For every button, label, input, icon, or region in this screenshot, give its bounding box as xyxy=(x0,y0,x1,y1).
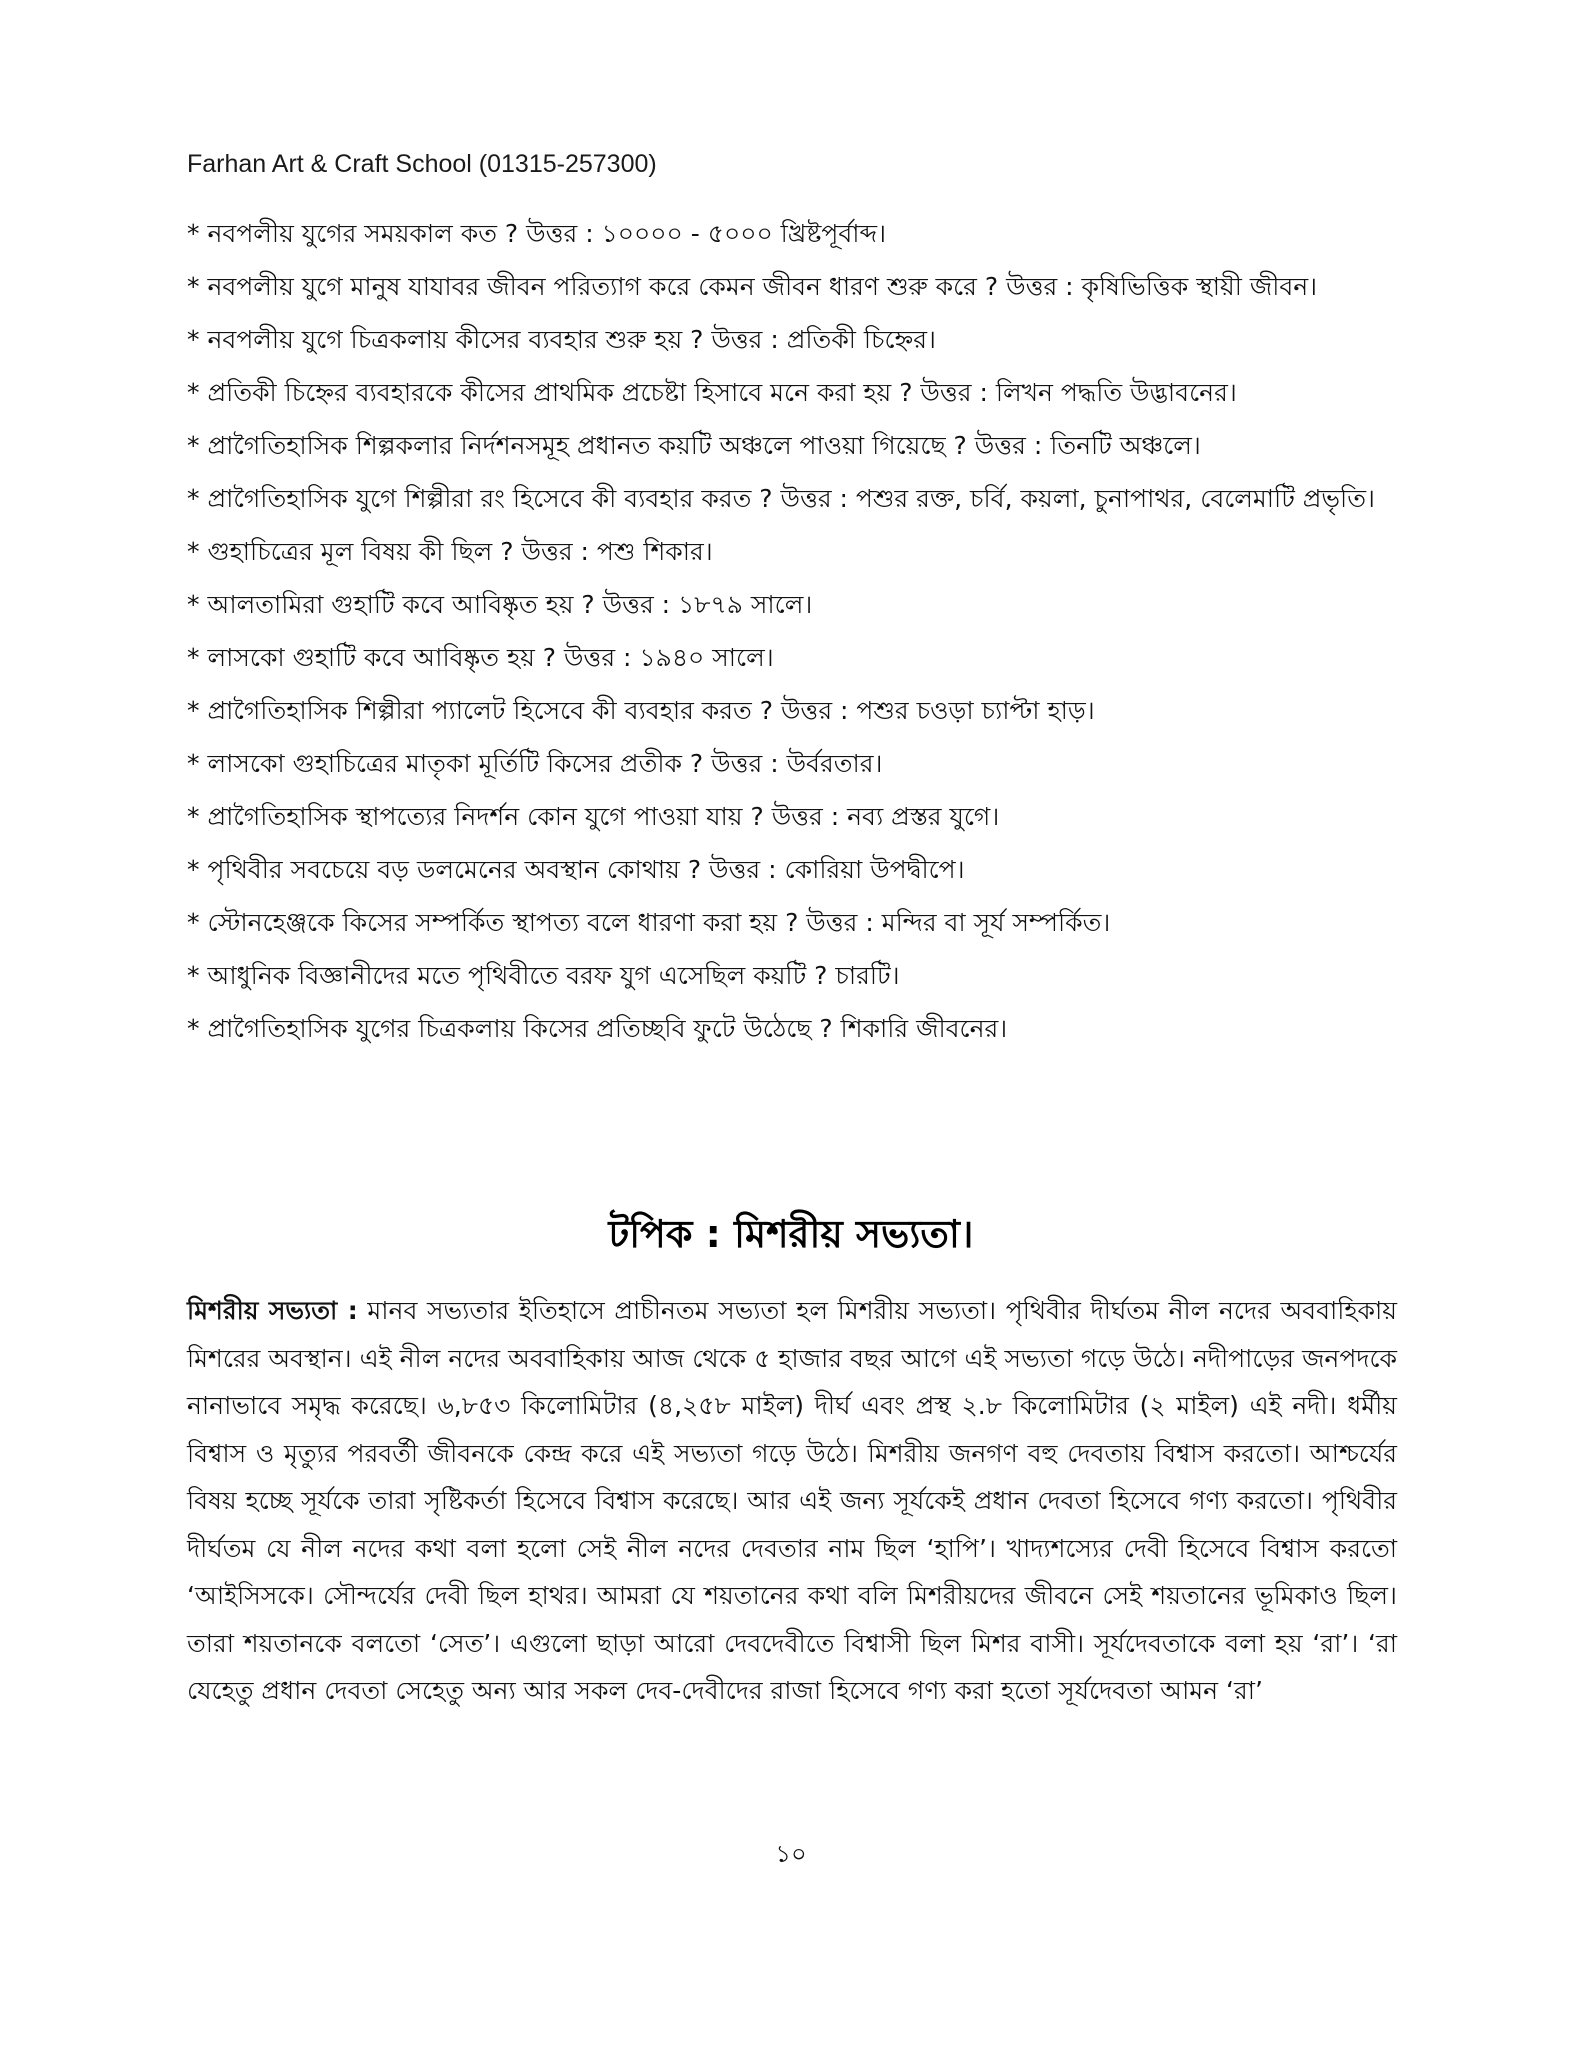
body-paragraph xyxy=(187,1287,1397,1715)
list-item xyxy=(187,260,1397,313)
qa-text: নবপলীয় যুগে চিত্রকলায় কীসের ব্যবহার শুরু হয় ? উত্তর : প্রতিকী চিহ্নের। xyxy=(207,325,936,354)
bullet-star: * xyxy=(187,537,200,566)
qa-text: নবপলীয় যুগের সময়কাল কত ? উত্তর : ১০০০০ - ৫০০০ খ্রিষ্টপূর্বাব্দ। xyxy=(207,219,887,248)
qa-text: পৃথিবীর সবচেয়ে বড় ডলমেনের অবস্থান কোথায় ? উত্তর : কোরিয়া উপদ্বীপে। xyxy=(207,855,965,884)
bullet-star: * xyxy=(187,1014,200,1043)
bullet-star: * xyxy=(187,484,200,513)
bullet-star: * xyxy=(187,431,200,460)
list-item xyxy=(187,949,1397,1002)
list-item xyxy=(187,737,1397,790)
bullet-star: * xyxy=(187,590,200,619)
qa-list xyxy=(187,207,1397,1055)
bullet-star: * xyxy=(187,219,200,248)
list-item xyxy=(187,313,1397,366)
list-item xyxy=(187,1002,1397,1055)
qa-text: প্রাগৈতিহাসিক স্থাপত্যের নিদর্শন কোন যুগে পাওয়া যায় ? উত্তর : নব্য প্রস্তর যুগে। xyxy=(207,802,1000,831)
bullet-star: * xyxy=(187,643,200,672)
list-item xyxy=(187,207,1397,260)
list-item xyxy=(187,472,1397,525)
list-item xyxy=(187,790,1397,843)
qa-text: লাসকো গুহাটি কবে আবিষ্কৃত হয় ? উত্তর : ১৯৪০ সালে। xyxy=(207,643,774,672)
qa-text: প্রাগৈতিহাসিক যুগে শিল্পীরা রং হিসেবে কী ব্যবহার করত ? উত্তর : পশুর রক্ত, চর্বি, কয়লা, চুনাপাথর, বেলেমাটি প্রভৃতি। xyxy=(207,484,1375,513)
qa-text: প্রাগৈতিহাসিক যুগের চিত্রকলায় কিসের প্রতিচ্ছবি ফুটে উঠেছে ? শিকারি জীবনের। xyxy=(207,1014,1008,1043)
qa-text: স্টোনহেঞ্জকে কিসের সম্পর্কিত স্থাপত্য বলে ধারণা করা হয় ? উত্তর : মন্দির বা সূর্য সম্পর্কিত। xyxy=(207,908,1111,937)
bullet-star: * xyxy=(187,855,200,884)
qa-text: প্রতিকী চিহ্নের ব্যবহারকে কীসের প্রাথমিক প্রচেষ্টা হিসাবে মনে করা হয় ? উত্তর : লিখন পদ্ধতি উদ্ভাবনের। xyxy=(207,378,1237,407)
bullet-star: * xyxy=(187,696,200,725)
topic-heading: টপিক : মিশরীয় সভ্যতা। xyxy=(608,1212,974,1256)
bullet-star: * xyxy=(187,961,200,990)
page-number: ১০ xyxy=(775,1840,807,1868)
list-item xyxy=(187,366,1397,419)
list-item xyxy=(187,631,1397,684)
list-item xyxy=(187,684,1397,737)
qa-text: প্রাগৈতিহাসিক শিল্পীরা প্যালেট হিসেবে কী ব্যবহার করত ? উত্তর : পশুর চওড়া চ্যাপ্টা হাড়। xyxy=(207,696,1095,725)
qa-text: লাসকো গুহাচিত্রের মাতৃকা মূর্তিটি কিসের প্রতীক ? উত্তর : উর্বরতার। xyxy=(207,749,883,778)
paragraph-body: মানব সভ্যতার ইতিহাসে প্রাচীনতম সভ্যতা হল মিশরীয় সভ্যতা। পৃথিবীর দীর্ঘতম নীল নদের অববাহিকায় মিশরের অবস্থান। এই নীল নদের অববাহিকায় আজ থেকে ৫ হাজার বছর আগে এই সভ্যতা গড়ে উঠে। নদীপাড়ের জনপদকে নানাভাবে সমৃদ্ধ করেছে। ৬,৮৫৩ কিলোমিটার (৪,২৫৮ মাইল) দীর্ঘ এবং প্রস্থ ২.৮ কিলোমিটার (২ মাইল) এই নদী। ধর্মীয় বিশ্বাস ও মৃত্যুর পরবর্তী জীবনকে কেন্দ্র করে এই সভ্যতা গড়ে উঠে। মিশরীয় জনগণ বহু দেবতায় বিশ্বাস করতো। আশ্চর্যের বিষয় হচ্ছে সূর্যকে তারা সৃষ্টিকর্তা হিসেবে বিশ্বাস করেছে। আর এই জন্য সূর্যকেই প্রধান দেবতা হিসেবে গণ্য করতো। পৃথিবীর দীর্ঘতম যে নীল নদের কথা বলা হলো সেই নীল নদের দেবতার নাম ছিল ‘হাপি’। খাদ্যশস্যের দেবী হিসেবে বিশ্বাস করতো ‘আইসিসকে। সৌন্দর্যের দেবী ছিল হাথর। আমরা যে শয়তানের কথা বলি মিশরীয়দের জীবনে সেই শয়তানের ভূমিকাও ছিল। তারা শয়তানকে বলতো ‘সেত’। এগুলো ছাড়া আরো দেবদেবীতে বিশ্বাসী ছিল মিশর বাসী। সূর্যদেবতাকে বলা হয় ‘রা’। ‘রা যেহেতু প্রধান দেবতা সেহেতু অন্য আর সকল দেব-দেবীদের রাজা হিসেবে গণ্য করা হতো সূর্যদেবতা আমন ‘রা’ xyxy=(187,1296,1398,1705)
bullet-star: * xyxy=(187,908,200,937)
bullet-star: * xyxy=(187,749,200,778)
qa-text: আলতামিরা গুহাটি কবে আবিষ্কৃত হয় ? উত্তর : ১৮৭৯ সালে। xyxy=(207,590,813,619)
bullet-star: * xyxy=(187,325,200,354)
list-item xyxy=(187,419,1397,472)
bullet-star: * xyxy=(187,272,200,301)
qa-text: প্রাগৈতিহাসিক শিল্পকলার নির্দশনসমূহ প্রধানত কয়টি অঞ্চলে পাওয়া গিয়েছে ? উত্তর : তিনটি অঞ্চলে। xyxy=(207,431,1201,460)
list-item xyxy=(187,843,1397,896)
bullet-star: * xyxy=(187,378,200,407)
list-item xyxy=(187,578,1397,631)
paragraph-lead: মিশরীয় সভ্যতা : xyxy=(187,1296,358,1325)
qa-text: গুহাচিত্রের মূল বিষয় কী ছিল ? উত্তর : পশু শিকার। xyxy=(207,537,713,566)
list-item xyxy=(187,525,1397,578)
page-header: Farhan Art & Craft School (01315-257300) xyxy=(187,150,657,178)
qa-text: আধুনিক বিজ্ঞানীদের মতে পৃথিবীতে বরফ যুগ এসেছিল কয়টি ? চারটি। xyxy=(207,961,900,990)
qa-text: নবপলীয় যুগে মানুষ যাযাবর জীবন পরিত্যাগ করে কেমন জীবন ধারণ শুরু করে ? উত্তর : কৃষিভিত্তিক স্থায়ী জীবন। xyxy=(207,272,1318,301)
list-item xyxy=(187,896,1397,949)
bullet-star: * xyxy=(187,802,200,831)
